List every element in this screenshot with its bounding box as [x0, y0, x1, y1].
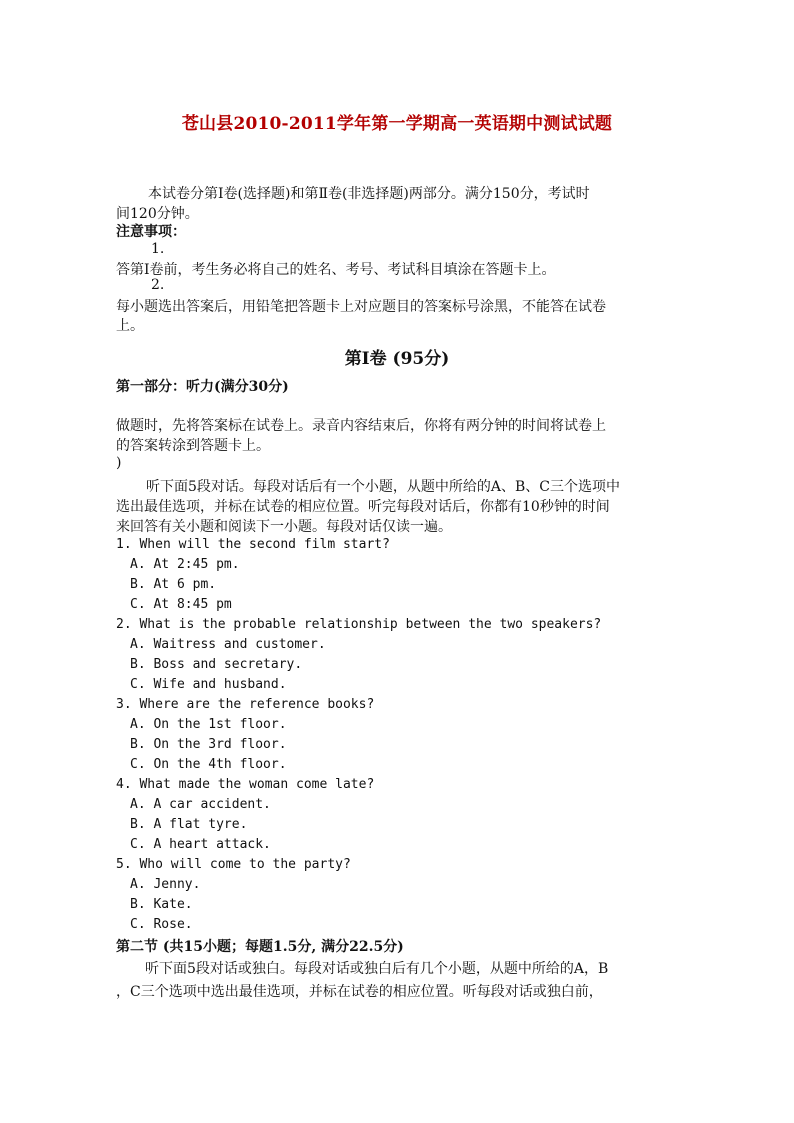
part-1-note-line-2: 的答案转涂到答题卡上。 [116, 438, 270, 454]
notice-item-2-line-1: 每小题选出答案后，用铅笔把答题卡上对应题目的答案标号涂黑，不能答在试卷 [116, 299, 606, 315]
stray-paren: ) [116, 455, 122, 471]
question-3-option-a: A. On the 1st floor. [130, 717, 287, 732]
intro-line-1: 本试卷分第Ⅰ卷(选择题)和第Ⅱ卷(非选择题)两部分。满分150分，考试时 [148, 186, 590, 202]
section-2-title: 第二节 (共15小题；每题1.5分, 满分22.5分) [116, 939, 404, 955]
question-4: 4. What made the woman come late? [116, 777, 375, 792]
question-5-option-b: B. Kate. [130, 897, 193, 912]
question-1-option-c: C. At 8:45 pm [130, 597, 232, 612]
question-3-option-b: B. On the 3rd floor. [130, 737, 287, 752]
part-1-title: 第一部分：听力(满分30分) [116, 379, 289, 395]
question-4-option-c: C. A heart attack. [130, 837, 271, 852]
exam-title: 苍山县2010-2011学年第一学期高一英语期中测试试题 [181, 114, 613, 134]
question-2: 2. What is the probable relationship between the two speakers? [116, 617, 602, 632]
question-5-option-c: C. Rose. [130, 917, 193, 932]
section-2-line-2: ，C三个选项中选出最佳选项，并标在试卷的相应位置。听每段对话或独白前， [116, 984, 603, 1000]
question-1-option-b: B. At 6 pm. [130, 577, 217, 592]
notice-item-2-number: 2. [151, 277, 165, 293]
question-3-option-c: C. On the 4th floor. [130, 757, 287, 772]
question-2-option-b: B. Boss and secretary. [130, 657, 303, 672]
question-5-option-a: A. Jenny. [130, 877, 201, 892]
volume-1-heading: 第Ⅰ卷 (95分) [344, 349, 450, 369]
question-4-option-a: A. A car accident. [130, 797, 271, 812]
instructions-line-3: 来回答有关小题和阅读下一小题。每段对话仅读一遍。 [116, 519, 452, 535]
instructions-line-1: 听下面5段对话。每段对话后有一个小题，从题中所给的A、B、C三个选项中 [146, 479, 621, 495]
question-1-option-a: A. At 2:45 pm. [130, 557, 240, 572]
section-2-line-1: 听下面5段对话或独白。每段对话或独白后有几个小题，从题中所给的A，B [145, 961, 609, 977]
intro-line-2: 间120分钟。 [116, 206, 199, 222]
question-3: 3. Where are the reference books? [116, 697, 375, 712]
notice-item-2-line-2: 上。 [116, 318, 144, 334]
instructions-line-2: 选出最佳选项，并标在试卷的相应位置。听完每段对话后，你都有10秒钟的时间 [116, 499, 610, 515]
notice-item-1-text: 答第Ⅰ卷前，考生务必将自己的姓名、考号、考试科目填涂在答题卡上。 [116, 262, 556, 278]
question-4-option-b: B. A flat tyre. [130, 817, 248, 832]
question-2-option-c: C. Wife and husband. [130, 677, 287, 692]
notice-item-1-number: 1. [151, 241, 165, 257]
question-1: 1. When will the second film start? [116, 537, 390, 552]
notice-label: 注意事项： [116, 224, 186, 240]
question-5: 5. Who will come to the party? [116, 857, 351, 872]
question-2-option-a: A. Waitress and customer. [130, 637, 326, 652]
part-1-note-line-1: 做题时，先将答案标在试卷上。录音内容结束后，你将有两分钟的时间将试卷上 [116, 418, 606, 434]
